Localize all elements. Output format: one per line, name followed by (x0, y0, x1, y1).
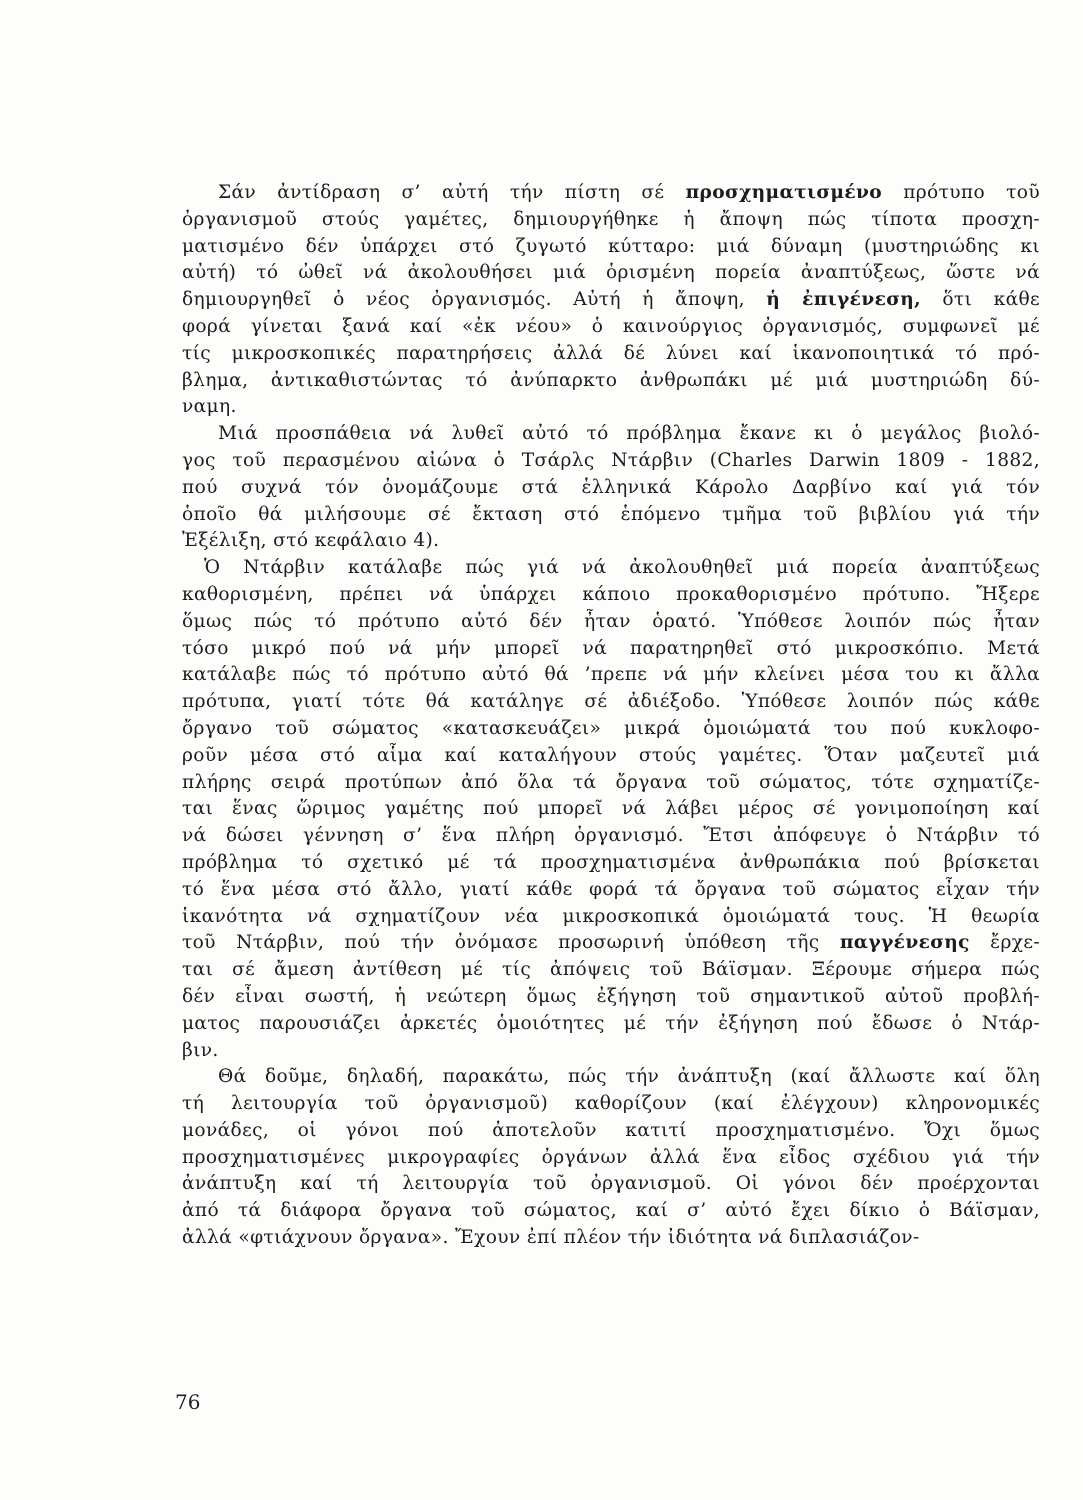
text-segment: ὀργανισμοῦ στούς γαμέτες, δημιουργήθηκε ἡ ἄποψη πώς τίποτα προσχη- (182, 208, 1040, 230)
text-line (182, 1091, 1040, 1118)
text-line (182, 1198, 1040, 1225)
paragraph (182, 1064, 1040, 1252)
text-line (182, 904, 1040, 931)
text-line (182, 502, 1040, 529)
text-segment: ματισμένο δέν ὑπάρχει στό ζυγωτό κύτταρο: μιά δύναμη (μυστηριώδης κι (182, 235, 1040, 257)
text-line (182, 930, 1040, 957)
text-segment: τή λειτουργία τοῦ ὀργανισμοῦ) καθορίζουν (καί ἐλέγχουν) κληρονομικές (182, 1093, 1040, 1115)
text-line (182, 394, 1040, 421)
text-segment: ἀνάπτυξη καί τή λειτουργία τοῦ ὀργανισμοῦ. Οἱ γόνοι δέν προέρχονται (182, 1173, 1040, 1195)
text-segment: πρόβλημα τό σχετικό μέ τά προσχηματισμένα ἀνθρωπάκια πού βρίσκεται (182, 851, 1040, 873)
text-segment: φορά γίνεται ξανά καί «ἐκ νέου» ὁ καινούργιος ὀργανισμός, συμφωνεῖ μέ (182, 315, 1040, 337)
text-line (182, 984, 1040, 1011)
text-segment: καθορισμένη, πρέπει νά ὑπάρχει κάποιο προκαθορισμένο πρότυπο. Ἤξερε (182, 583, 1040, 605)
text-segment: βλημα, ἀντικαθιστώντας τό ἀνύπαρκτο ἀνθρωπάκι μέ μιά μυστηριώδη δύ- (182, 369, 1040, 391)
text-line (182, 528, 1040, 555)
text-line (182, 234, 1040, 261)
text-line (182, 1038, 1040, 1065)
text-line (182, 1145, 1040, 1172)
text-segment: ὅμως πώς τό πρότυπο αὐτό δέν ἦταν ὁρατό. Ὑπόθεσε λοιπόν πώς ἦταν (182, 610, 1040, 632)
text-line (182, 850, 1040, 877)
text-segment: Θά δοῦμε, δηλαδή, παρακάτω, πώς τήν ἀνάπτυξη (καί ἄλλωστε καί ὅλη (218, 1066, 1040, 1088)
text-segment: δημιουργηθεῖ ὁ νέος ὀργανισμός. Αὐτή ἡ ἄποψη, (182, 289, 767, 311)
text-segment: πού συχνά τόν ὀνομάζουμε στά ἑλληνικά Κάρολο Δαρβίνο καί γιά τόν (182, 476, 1040, 498)
paragraph (182, 421, 1040, 555)
text-segment: ροῦν μέσα στό αἷμα καί καταλήγουν στούς γαμέτες. Ὅταν μαζευτεῖ μιά (182, 744, 1040, 766)
body-text (182, 180, 1040, 1252)
text-line (182, 662, 1040, 689)
text-segment: τό ἕνα μέσα στό ἄλλο, γιατί κάθε φορά τά ὄργανα τοῦ σώματος εἶχαν τήν (182, 878, 1040, 900)
text-segment: Ὁ Ντάρβιν κατάλαβε πώς γιά νά ἀκολουθηθεῖ μιά πορεία ἀναπτύξεως (204, 557, 1040, 579)
text-segment: κατάλαβε πώς τό πρότυπο αὐτό θά ’πρεπε νά μήν κλείνει μέσα του κι ἄλλα (182, 664, 1040, 686)
text-segment: τοῦ Ντάρβιν, πού τήν ὀνόμασε προσωρινή ὑπόθεση τῆς (182, 932, 840, 954)
text-line (182, 796, 1040, 823)
text-line (182, 716, 1040, 743)
text-line (182, 609, 1040, 636)
text-segment: Μιά προσπάθεια νά λυθεῖ αὐτό τό πρόβλημα ἔκανε κι ὁ μεγάλος βιολό- (218, 423, 1040, 445)
text-line (182, 368, 1040, 395)
text-segment: τίς μικροσκοπικές παρατηρήσεις ἀλλά δέ λύνει καί ἱκανοποιητικά τό πρό- (182, 342, 1040, 364)
text-segment: Σάν ἀντίδραση σ’ αὐτή τήν πίστη σέ (218, 182, 686, 203)
text-segment: γος τοῦ περασμένου αἰώνα ὁ Τσάρλς Ντάρβιν (Charles Darwin 1809 - 1882, (182, 449, 1040, 471)
text-segment: πλήρης σειρά προτύπων ἀπό ὅλα τά ὄργανα τοῦ σώματος, τότε σχηματίζε- (182, 771, 1040, 793)
text-line (182, 260, 1040, 287)
text-line (182, 1225, 1040, 1252)
text-line (182, 743, 1040, 770)
text-segment: ὁποῖο θά μιλήσουμε σέ ἔκταση στό ἑπόμενο τμῆμα τοῦ βιβλίου γιά τήν (182, 503, 1040, 525)
text-segment: μονάδες, οἱ γόνοι πού ἀποτελοῦν κατιτί προσχηματισμένο. Ὄχι ὅμως (182, 1119, 1040, 1141)
bold-term: προσχηματισμένο (685, 182, 883, 203)
text-segment: πρότυπα, γιατί τότε θά κατάληγε σέ ἀδιέξοδο. Ὑπόθεσε λοιπόν πώς κάθε (182, 691, 1040, 713)
text-segment: αὐτή) τό ὠθεῖ νά ἀκολουθήσει μιά ὁρισμένη πορεία ἀναπτύξεως, ὥστε νά (182, 262, 1040, 284)
text-line (182, 877, 1040, 904)
text-segment: δέν εἶναι σωστή, ἡ νεώτερη ὅμως ἐξήγηση τοῦ σημαντικοῦ αὐτοῦ προβλή- (182, 985, 1040, 1007)
text-segment: πρότυπο τοῦ (882, 182, 1040, 203)
text-segment: ὅτι κάθε (920, 289, 1040, 311)
text-line (182, 1064, 1040, 1091)
bold-term: ἡ ἐπιγένεση, (766, 289, 921, 311)
text-line (182, 448, 1040, 475)
text-segment: Ἐξέλιξη, στό κεφάλαιο 4). (182, 530, 440, 552)
text-segment: ἔρχε- (969, 932, 1040, 954)
text-line (182, 1171, 1040, 1198)
text-line (182, 475, 1040, 502)
text-line (182, 1118, 1040, 1145)
text-line (182, 341, 1040, 368)
text-line (182, 314, 1040, 341)
text-line (182, 287, 1040, 314)
text-line (182, 770, 1040, 797)
text-segment: προσχηματισμένες μικρογραφίες ὀργάνων ἀλλά ἕνα εἶδος σχέδιου γιά τήν (182, 1146, 1040, 1168)
text-line (182, 636, 1040, 663)
text-line (182, 421, 1040, 448)
text-segment: νά δώσει γέννηση σ’ ἕνα πλήρη ὀργανισμό. Ἔτσι ἀπόφευγε ὁ Ντάρβιν τό (182, 825, 1040, 847)
text-segment: ματος παρουσιάζει ἀρκετές ὁμοιότητες μέ τήν ἐξήγηση πού ἔδωσε ὁ Ντάρ- (182, 1012, 1040, 1034)
text-line (182, 1011, 1040, 1038)
text-segment: ἀλλά «φτιάχνουν ὄργανα». Ἔχουν ἐπί πλέον τήν ἰδιότητα νά διπλασιάζον- (182, 1227, 920, 1249)
bold-term: παγγένεσης (839, 932, 970, 954)
paragraph (182, 180, 1040, 421)
text-line (182, 207, 1040, 234)
text-line (182, 180, 1040, 207)
text-line (182, 555, 1040, 582)
text-segment: ται σέ ἄμεση ἀντίθεση μέ τίς ἀπόψεις τοῦ Βάϊσμαν. Ξέρουμε σήμερα πώς (182, 959, 1040, 981)
text-segment: ἀπό τά διάφορα ὄργανα τοῦ σώματος, καί σ’ αὐτό ἔχει δίκιο ὁ Βάϊσμαν, (182, 1200, 1040, 1222)
text-segment: ἱκανότητα νά σχηματίζουν νέα μικροσκοπικά ὁμοιώματά τους. Ἡ θεωρία (182, 905, 1040, 927)
text-line (182, 957, 1040, 984)
page-number: 76 (175, 1390, 201, 1414)
paragraph (182, 555, 1040, 1064)
text-line (182, 823, 1040, 850)
text-segment: ναμη. (182, 396, 237, 418)
text-segment: ται ἕνας ὥριμος γαμέτης πού μπορεῖ νά λάβει μέρος σέ γονιμοποίηση καί (182, 798, 1040, 820)
text-line (182, 582, 1040, 609)
text-segment: βιν. (182, 1039, 219, 1061)
text-segment: ὄργανο τοῦ σώματος «κατασκευάζει» μικρά ὁμοιώματά του πού κυκλοφο- (182, 717, 1040, 739)
text-line (182, 689, 1040, 716)
text-segment: τόσο μικρό πού νά μήν μπορεῖ νά παρατηρηθεῖ στό μικροσκόπιο. Μετά (182, 637, 1040, 659)
